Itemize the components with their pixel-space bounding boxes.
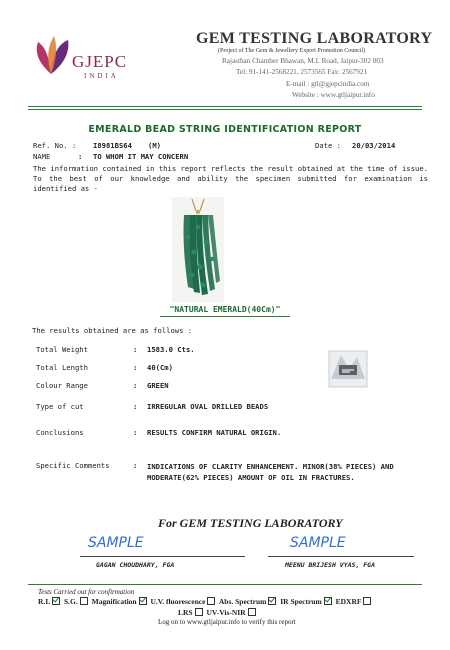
lab-email: E-mail : gtl@gjepcindia.com — [286, 80, 370, 88]
name-value: TO WHOM IT MAY CONCERN — [93, 152, 189, 161]
date-value: 20/03/2014 — [352, 141, 396, 150]
test-item: R.I. — [38, 597, 62, 606]
result-label: Total Length — [36, 363, 88, 372]
header-divider — [28, 106, 422, 107]
test-item: Abs. Spectrum — [219, 597, 279, 606]
header-divider-thin — [28, 109, 422, 110]
checkbox-empty-icon — [195, 608, 203, 616]
result-colon: : — [133, 381, 138, 390]
gjepc-logo-icon — [30, 34, 72, 76]
hologram-seal-icon — [327, 349, 369, 389]
checkbox-checked-icon — [324, 597, 332, 605]
checkbox-empty-icon — [248, 608, 256, 616]
lab-address: Rajasthan Chamber Bhawan, M.I. Road, Jaipur-302 003 — [222, 57, 384, 65]
test-item: IR Spectrum — [280, 597, 333, 606]
result-label: Specific Comments — [36, 461, 110, 470]
gem-name-underline — [160, 316, 290, 317]
result-label: Type of cut — [36, 402, 84, 411]
emerald-bead-string-image — [172, 197, 224, 302]
checkbox-empty-icon — [80, 597, 88, 605]
test-item: Magnification — [92, 597, 149, 606]
checkbox-checked-icon — [268, 597, 276, 605]
name-colon: : — [78, 152, 83, 161]
left-signature-line — [80, 556, 245, 557]
checkbox-empty-icon — [207, 597, 215, 605]
ref-label: Ref. No. : — [33, 141, 77, 150]
results-intro: The results obtained are as follows : — [32, 326, 193, 335]
lab-telephone: Tel: 91-141-2568221, 2573565 Fax: 2567921 — [236, 68, 368, 76]
result-value: IRREGULAR OVAL DRILLED BEADS — [147, 402, 269, 411]
tests-row-1 — [38, 597, 373, 606]
result-value: RESULTS CONFIRM NATURAL ORIGIN. — [147, 428, 282, 437]
lab-title: GEM TESTING LABORATORY — [196, 30, 433, 47]
intro-text: The information contained in this report reflects the result obtained at the time of issue. To the best of our knowledge and ability the specimen submitted for examination is identified as - — [33, 164, 428, 194]
test-item: S.G. — [64, 597, 90, 606]
result-colon: : — [133, 402, 138, 411]
lab-subtitle: (Project of The Gem & Jewellery Export Promotion Council) — [218, 48, 366, 54]
ref-suffix: (M) — [148, 141, 161, 150]
lab-website: Website : www.gtljaipur.info — [292, 91, 375, 99]
ref-number: I8981BS64 — [93, 141, 132, 150]
right-signature-line — [268, 556, 414, 557]
verify-instructions: Log on to www.gtljaipur.info to verify this report — [158, 618, 296, 626]
tests-row-2 — [178, 608, 258, 617]
gem-identification: "NATURAL EMERALD(40Cm)" — [169, 305, 281, 314]
left-signatory-name: GAGAN CHOUDHARY, FGA — [96, 561, 175, 569]
result-value: 1583.0 Cts. — [147, 345, 195, 354]
result-label: Conclusions — [36, 428, 84, 437]
right-sample-watermark: SAMPLE — [290, 535, 346, 551]
result-colon: : — [133, 461, 138, 470]
checkbox-checked-icon — [52, 597, 60, 605]
result-value: GREEN — [147, 381, 169, 390]
test-item: EDXRF — [336, 597, 374, 606]
logo-text: GJEPC — [72, 52, 128, 71]
name-label: NAME — [33, 152, 51, 161]
result-value: INDICATIONS OF CLARITY ENHANCEMENT. MINOR(38% PIECES) AND MODERATE(62% PIECES) AMOUNT OF OIL IN FRACTURES. — [147, 462, 394, 482]
result-colon: : — [133, 363, 138, 372]
result-colon: : — [133, 345, 138, 354]
test-item: U.V. fluorescence — [150, 597, 217, 606]
report-title: EMERALD BEAD STRING IDENTIFICATION REPORT — [88, 124, 362, 135]
left-sample-watermark: SAMPLE — [88, 535, 144, 551]
for-lab-heading: For GEM TESTING LABORATORY — [158, 516, 343, 530]
checkbox-checked-icon — [139, 597, 147, 605]
result-colon: : — [133, 428, 138, 437]
tests-heading: Tests Carried out for confirmation — [38, 588, 135, 596]
result-label: Colour Range — [36, 381, 88, 390]
footer-divider — [28, 584, 422, 585]
test-item: UV-Vis-NIR — [206, 608, 257, 617]
result-label: Total Weight — [36, 345, 88, 354]
right-signatory-name: MEENU BRIJESH VYAS, FGA — [285, 561, 376, 569]
checkbox-empty-icon — [363, 597, 371, 605]
test-item: LRS — [178, 608, 205, 617]
date-label: Date : — [315, 141, 341, 150]
result-value: 40(Cm) — [147, 363, 173, 372]
logo-subtext: INDIA — [84, 72, 119, 80]
